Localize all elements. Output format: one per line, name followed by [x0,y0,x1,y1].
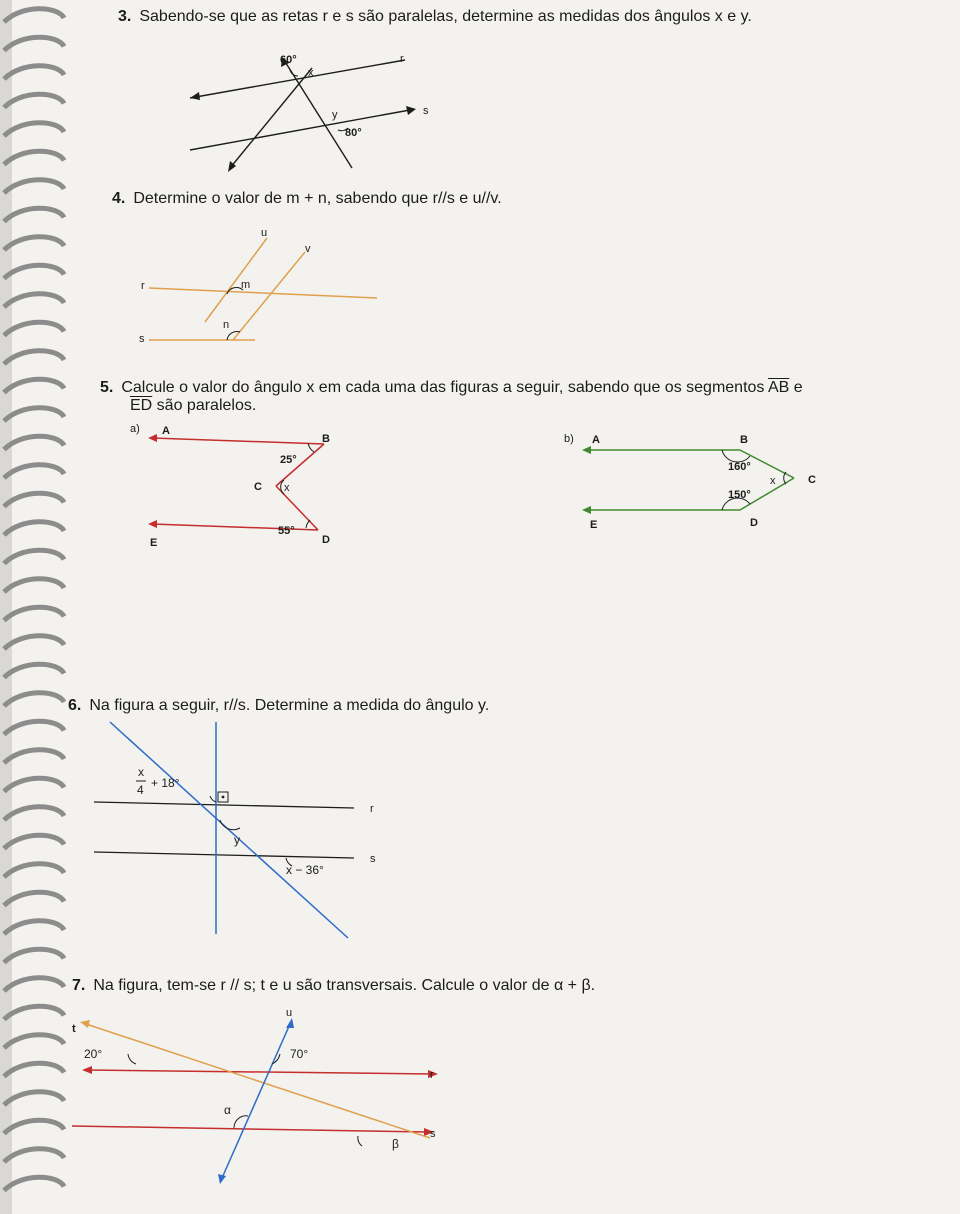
line-r [94,802,354,808]
spiral-ring [4,522,64,535]
angle-y-label: y [234,833,240,847]
angle-top-expression: + 18° [151,776,180,790]
angle-beta-arc [358,1136,362,1146]
arrowhead [582,506,591,514]
point-a-label: A [592,434,600,446]
spiral-ring [4,1092,64,1105]
spiral-ring [4,607,64,620]
spiral-ring [4,750,64,763]
arrowhead [286,1018,294,1028]
spiral-ring [4,265,64,278]
spiral-ring [4,1063,64,1076]
spiral-ring [4,693,64,706]
figure-b-tag: b) [564,433,574,445]
spiral-ring [4,579,64,592]
line-s-label: s [430,1128,436,1140]
segment-ab: $\overline{AB}$ [767,379,790,396]
line-u-label: u [286,1007,293,1019]
point-d-label: D [750,517,758,529]
angle-alpha-arc [234,1116,248,1128]
point-d-label: D [322,534,330,546]
line-r [190,60,405,98]
line-s [72,1126,428,1132]
spiral-ring [4,1149,64,1162]
question-7-number: 7. [72,977,86,994]
line-v-label: v [305,243,311,255]
spiral-ring [4,351,64,364]
line-r-label: r [370,803,374,815]
angle-55-arc [306,520,310,528]
spiral-ring [4,208,64,221]
arrowhead [148,434,157,442]
angle-x-label: x [770,475,776,487]
spiral-ring [4,892,64,905]
angle-x-label: x [284,482,290,494]
question-3 [118,7,752,27]
question-6-text: Na figura a seguir, r//s. Determine a medida do ângulo y. [89,697,490,714]
spiral-ring [4,151,64,164]
line-s [190,110,410,150]
spiral-ring [4,778,64,791]
spiral-ring [4,636,64,649]
spiral-ring [4,721,64,734]
point-b-label: B [740,434,748,446]
spiral-ring [4,237,64,250]
spiral-ring [4,123,64,136]
line-r-label: r [430,1069,434,1081]
line-s [94,852,354,858]
angle-70-label: 70° [290,1047,309,1061]
question-7 [72,976,595,996]
spiral-ring [4,493,64,506]
angle-y-label: y [332,109,338,121]
spiral-ring [4,180,64,193]
line-s-label: s [423,105,429,117]
angle-80-label: 80° [345,127,362,139]
right-angle-dot [222,796,225,799]
segment-ed: $\overline{ED}$ [130,397,153,414]
spiral-ring [4,9,64,22]
angle-55-label: 55° [278,525,295,537]
angle-25-label: 25° [280,454,297,466]
angle-beta-label: β [392,1137,399,1151]
question-4-number: 4. [112,190,126,207]
point-b-label: B [322,433,330,445]
figure-q6 [90,720,390,942]
figure-q5b [562,428,832,558]
segment-ab-line [152,438,324,444]
spiral-ring [4,978,64,991]
angle-n-label: n [223,319,230,331]
question-5-text-2: são paralelos. [152,397,257,414]
question-5-text-end: e [789,379,803,396]
angle-20-label: 20° [84,1047,103,1061]
arrowhead [80,1020,90,1028]
spiral-ring [4,408,64,421]
question-5-number: 5. [100,379,114,396]
arrowhead [82,1066,92,1074]
spiral-ring [4,1120,64,1133]
fraction-numerator: x [138,765,144,779]
spiral-ring [4,66,64,79]
spiral-ring [4,379,64,392]
spiral-ring [4,835,64,848]
figure-a-tag: a) [130,423,140,435]
angle-m-label: m [241,279,251,291]
point-e-label: E [590,519,598,531]
oblique-transversal [110,722,348,938]
line-r [149,288,377,298]
question-6 [68,696,489,716]
spiral-ring [4,294,64,307]
line-u [222,1024,290,1178]
spiral-ring [4,322,64,335]
spiral-ring [4,94,64,107]
angle-bottom-expression: x − 36° [286,863,324,877]
question-4 [112,189,502,209]
question-3-text: Sabendo-se que as retas r e s são paralelas, determine as medidas dos ângulos x e y. [139,8,752,25]
figure-q7 [58,1006,448,1194]
line-s-label: s [370,853,376,865]
angle-150-label: 150° [728,489,751,501]
spiral-ring [4,550,64,563]
figure-q4 [135,222,385,352]
arrowhead [190,92,200,100]
spiral-ring [4,37,64,50]
angle-60-label: 60° [280,54,297,66]
line-u-label: u [261,227,268,239]
question-5-text: Calcule o valor do ângulo x em cada uma das figuras a seguir, sabendo que os segmentos [121,379,768,396]
question-5-line-2 [130,396,256,416]
angle-top-arc [210,796,216,802]
angle-alpha-label: α [224,1103,231,1117]
line-t [86,1024,430,1138]
arrowhead [582,446,591,454]
point-c-label: C [808,474,816,486]
line-s-label: s [139,333,145,345]
spiral-ring [4,807,64,820]
question-7-text: Na figura, tem-se r // s; t e u são transversais. Calcule o valor de α + β. [93,977,596,994]
arrowhead [218,1174,226,1184]
line-r-label: r [141,280,145,292]
spiral-ring [4,864,64,877]
angle-y-arc [220,820,240,830]
spiral-ring [4,436,64,449]
point-a-label: A [162,425,170,437]
spiral-ring [4,921,64,934]
question-5 [100,378,803,398]
line-r-label: r [400,53,404,65]
point-c-label: C [254,481,262,493]
question-4-text: Determine o valor de m + n, sabendo que r//s e u//v. [133,190,502,207]
point-e-label: E [150,537,158,549]
spiral-ring [4,949,64,962]
spiral-ring [4,465,64,478]
fraction-denominator: 4 [137,783,144,797]
angle-160-label: 160° [728,461,751,473]
arrowhead [148,520,157,528]
figure-q3 [180,48,429,178]
angle-20-arc [128,1054,136,1064]
arrowhead [406,106,416,115]
line-t-label: t [72,1023,76,1035]
angle-x-label: x [308,67,314,79]
spiral-ring [4,664,64,677]
figure-q5a [128,418,368,558]
question-3-number: 3. [118,8,132,25]
question-6-number: 6. [68,697,82,714]
spiral-ring [4,1006,64,1019]
line-v [233,252,305,340]
spiral-ring [4,1177,64,1190]
spiral-ring [4,1035,64,1048]
transversal-1 [284,60,352,168]
line-r [88,1070,432,1074]
